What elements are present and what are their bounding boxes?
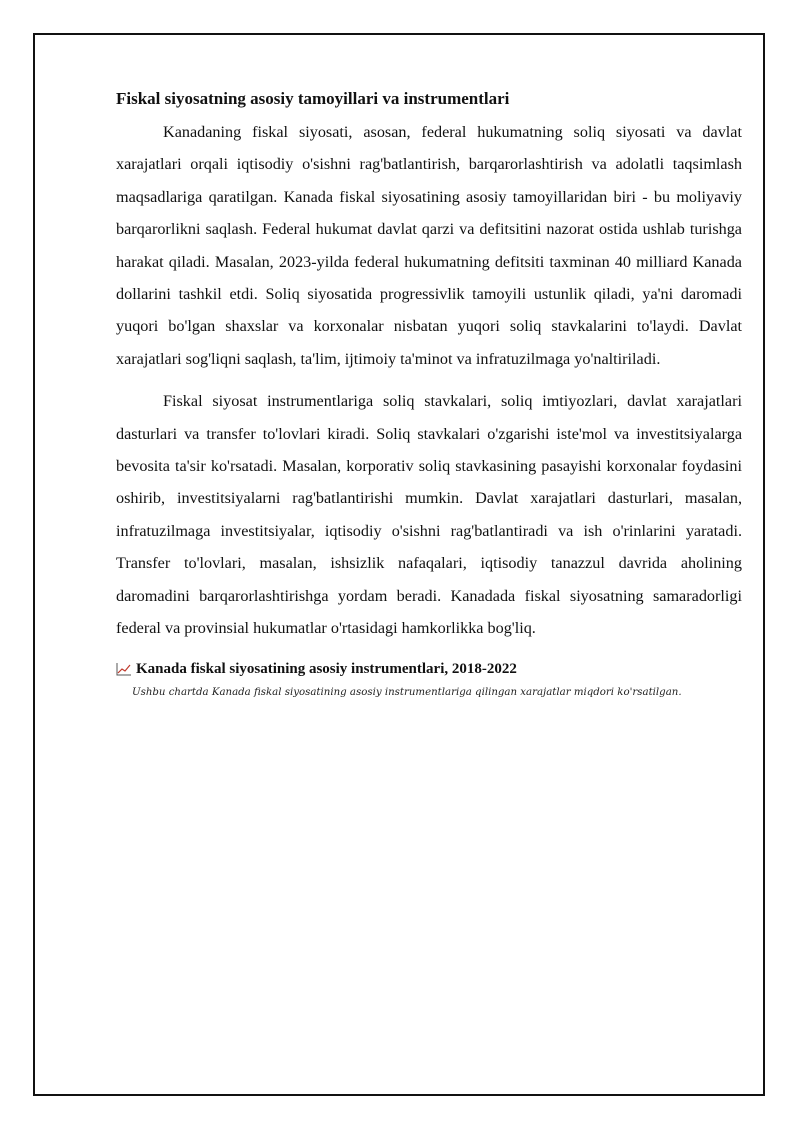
paragraph-fiscal-instruments: Fiskal siyosat instrumentlariga soliq stavkalari, soliq imtiyozlari, davlat xarajatlari dasturlari va transfer to'lovlari kiradi. Soliq stavkalari o'zgarishi iste'mol va investitsiyalarga bevosita ta'sir ko'rsatadi. Masalan, korporativ soliq stavkasining pasayishi korxonalar foydasini oshirib, investitsiyalarni rag'batlantirishi mumkin. Davlat xarajatlari dasturlari, masalan, infratuzilmaga investitsiyalar, iqtisodiy o'sishni rag'batlantiradi va ish o'rinlarini yaratadi. Transfer to'lovlari, masalan, ishsizlik nafaqalari, iqtisodiy tanazzul davrida aholining daromadini barqarorlashtirishga yordam beradi. Kanadada fiskal siyosatning samaradorligi federal va provinsial hukumatlar o'rtasidagi hamkorlikka bog'liq. [116,392,742,638]
chart-caption: Ushbu chartda Kanada fiskal siyosatining asosiy instrumentlariga qilingan xarajatlar miqdori ko'rsatilgan. [132,686,682,698]
chart-increasing-icon [116,662,132,676]
chart-title: Kanada fiskal siyosatining asosiy instrumentlari, 2018-2022 [136,660,517,677]
paragraph-fiscal-principles: Kanadaning fiskal siyosati, asosan, federal hukumatning soliq siyosati va davlat xarajatlari orqali iqtisodiy o'sishni rag'batlantirish, barqarorlashtirish va adolatli taqsimlash maqsadlariga qaratilgan. Kanada fiskal siyosatining asosiy tamoyillaridan biri - bu moliyaviy barqarorlikni saqlash. Federal hukumat davlat qarzi va defitsitini nazorat ostida ushlab turishga harakat qiladi. Masalan, 2023-yilda federal hukumatning defitsiti taxminan 40 milliard Kanada dollarini tashkil etdi. Soliq siyosatida progressivlik tamoyili ustunlik qiladi, ya'ni daromadi yuqori bo'lgan shaxslar va korxonalar nisbatan yuqori soliq stavkalarini to'laydi. Davlat xarajatlari sog'liqni saqlash, ta'lim, ijtimoiy ta'minot va infratuzilmaga yo'naltiriladi. [116,123,742,368]
section-heading: Fiskal siyosatning asosiy tamoyillari va instrumentlari [116,89,510,108]
chart-title-row [116,659,742,679]
document-body [116,86,742,701]
